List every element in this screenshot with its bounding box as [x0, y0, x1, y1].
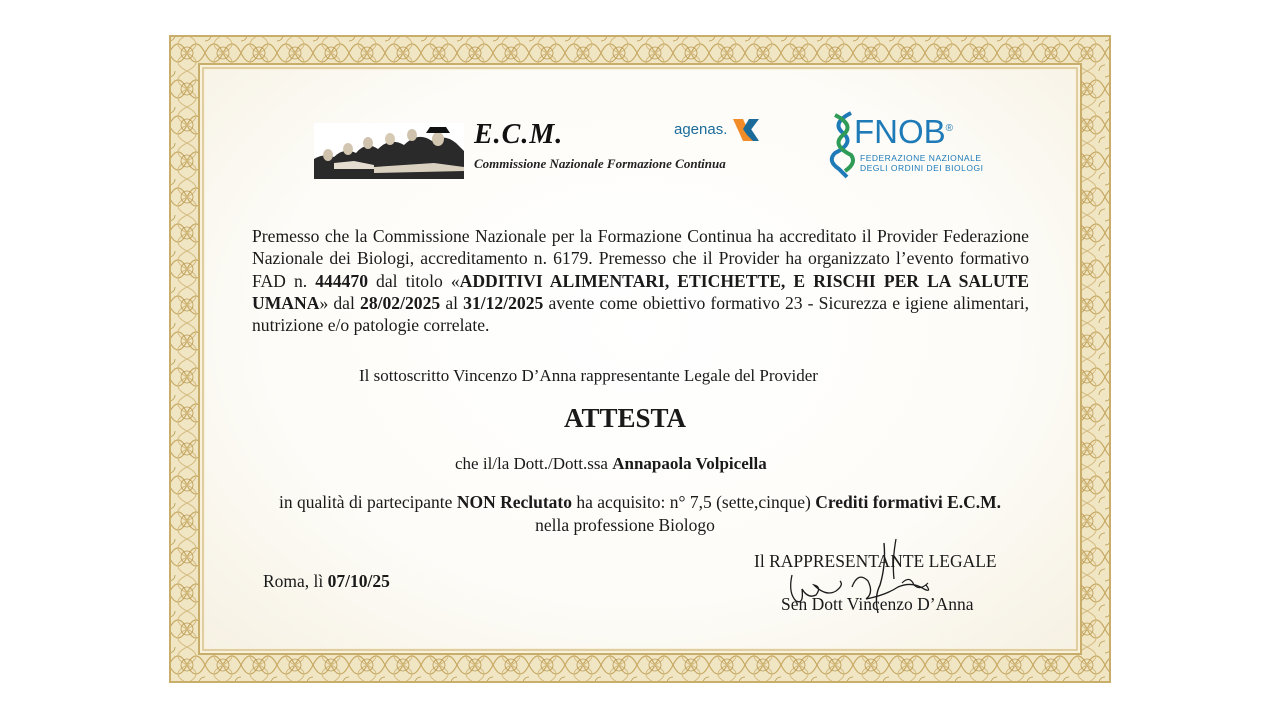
- certificate: [169, 35, 1111, 683]
- fnob-registered-mark: ®: [945, 123, 954, 134]
- fnob-title: [854, 113, 953, 151]
- agenas-wordmark: agenas.: [674, 121, 728, 138]
- partecipante-prefix: che il/la Dott./Dott.ssa: [455, 454, 608, 473]
- fnob-subtitle-2: DEGLI ORDINI DEI BIOLOGI: [860, 163, 984, 173]
- event-number: 444470: [315, 270, 368, 291]
- place-label: Roma, lì: [263, 571, 328, 591]
- date-to: 31/12/2025: [463, 292, 544, 313]
- premessa-text-1: Premesso che la Commissione Nazionale per la Formazione Continua ha accreditato il Provider Federazione Nazionale dei Biologi, accreditamento n. 6179. Premesso che il Provider ha organizzato l’evento formativo FAD n.: [252, 226, 1029, 291]
- event-title: ADDITIVI ALIMENTARI, ETICHETTE, E RISCHI PER LA SALUTE UMANA: [252, 270, 1030, 313]
- partecipante-name: Annapaola Volpicella: [612, 454, 767, 473]
- professione-line: nella professione Biologo: [535, 515, 715, 535]
- premessa-text-3: » dal: [319, 292, 361, 313]
- date-from: 28/02/2025: [360, 292, 441, 313]
- premessa-text-5: avente come obiettivo formativo 23 - Sicurezza e igiene alimentari, nutrizione e/o patologie correlate.: [252, 292, 1029, 336]
- fnob-wordmark: FNOB: [854, 113, 946, 150]
- crediti-text-2: ha acquisito: n° 7,5 (sette,cinque): [572, 492, 816, 512]
- legal-representative-title: Il RAPPRESENTANTE LEGALE: [754, 551, 997, 571]
- ecm-subtitle: Commissione Nazionale Formazione Continua: [474, 156, 726, 171]
- fnob-subtitle-1: FEDERAZIONE NAZIONALE: [860, 153, 982, 163]
- premessa-text-2: dal titolo «: [368, 270, 460, 291]
- partecipante-line: [455, 454, 767, 474]
- sottoscritto-line: Il sottoscritto Vincenzo D’Anna rappresentante Legale del Provider: [359, 366, 818, 385]
- crediti-line: [169, 492, 1111, 513]
- issue-date: 07/10/25: [327, 571, 390, 591]
- agenas-logo-icon: [731, 115, 761, 145]
- attesta-heading: ATTESTA: [563, 403, 687, 433]
- crediti-label: Crediti formativi E.C.M.: [815, 492, 1002, 512]
- handwritten-signature: [774, 535, 944, 620]
- reclutamento-status: NON Reclutato: [456, 492, 573, 512]
- crediti-text-1: in qualità di partecipante: [278, 492, 457, 512]
- ecm-title: E.C.M.: [474, 119, 564, 150]
- place-and-date: [263, 571, 390, 592]
- premessa-paragraph: [252, 225, 1029, 336]
- legal-representative-name: Sen Dott Vincenzo D’Anna: [781, 594, 974, 614]
- ecm-anatomy-lesson-logo: [314, 123, 494, 179]
- fnob-dna-icon: [829, 111, 857, 179]
- premessa-text-4: al: [440, 292, 464, 313]
